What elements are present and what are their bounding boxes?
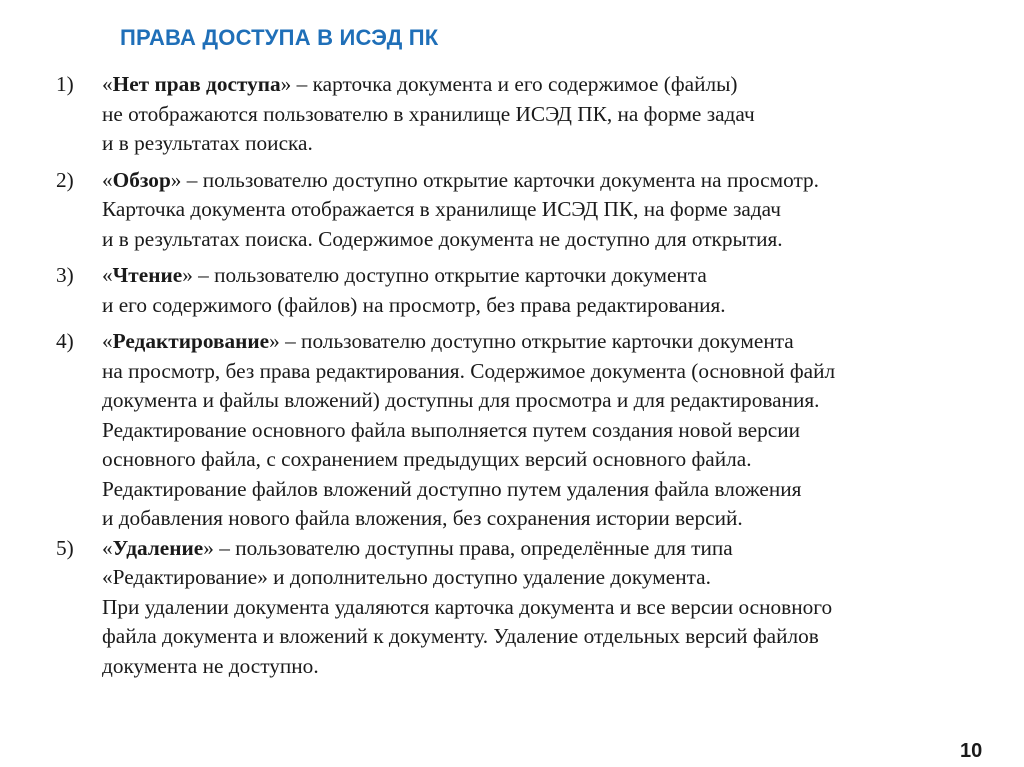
list-item-edit: [56, 327, 1006, 534]
item-line: Редактирование основного файла выполняется путем создания новой версии: [102, 417, 800, 442]
close-quote: »: [170, 167, 182, 192]
slide-title: ПРАВА ДОСТУПА В ИСЭД ПК: [120, 25, 439, 50]
page-number: 10: [960, 740, 983, 762]
item-line: Карточка документа отображается в хранилище ИСЭД ПК, на форме задач: [102, 197, 781, 221]
open-quote: «: [102, 72, 113, 96]
list-item-read: [56, 261, 1006, 320]
item-first-line: [102, 327, 1006, 357]
open-quote: «: [102, 263, 113, 287]
item-first-line: [102, 70, 1006, 100]
item-line: и его содержимого (файлов) на просмотр, без права редактирования.: [102, 292, 726, 317]
item-number: 2): [56, 167, 74, 192]
access-rights-list: [56, 70, 1006, 688]
item-body: [102, 70, 1006, 159]
open-quote: «: [102, 167, 113, 192]
item-number: 3): [56, 263, 74, 287]
close-quote: »: [203, 535, 214, 560]
item-number: 4): [56, 329, 74, 353]
item-number: 1): [56, 72, 74, 96]
close-quote: »: [269, 329, 280, 353]
item-first-line-rest: – пользователю доступно открытие карточки документа: [192, 263, 707, 287]
item-number: 5): [56, 535, 74, 560]
item-body: [102, 534, 1006, 682]
item-first-line-rest: – пользователю доступны права, определённые для типа: [213, 535, 733, 560]
close-quote: »: [182, 263, 193, 287]
item-line: и добавления нового файла вложения, без сохранения истории версий.: [102, 506, 743, 530]
item-first-line: [102, 166, 1006, 196]
item-line: файла документа и вложений к документу. Удаление отдельных версий файлов: [102, 624, 819, 648]
item-first-line-rest: – пользователю доступно открытие карточки документа: [279, 329, 794, 353]
item-term: Удаление: [112, 535, 204, 560]
item-term: Чтение: [112, 263, 183, 287]
item-line: и в результатах поиска. Содержимое документа не доступно для открытия.: [102, 226, 783, 251]
item-term: Обзор: [112, 167, 171, 192]
item-line: и в результатах поиска.: [102, 131, 313, 155]
item-body: [102, 327, 1006, 534]
list-item-delete: [56, 534, 1006, 682]
list-item-no-access: [56, 70, 1006, 159]
item-line: Редактирование файлов вложений доступно путем удаления файла вложения: [102, 476, 802, 501]
item-first-line: [102, 261, 1006, 291]
item-line: документа и файлы вложений) доступны для просмотра и для редактирования.: [102, 388, 820, 412]
close-quote: »: [280, 72, 292, 96]
item-line: документа не доступно.: [102, 653, 319, 678]
item-body: [102, 261, 1006, 320]
item-line: При удалении документа удаляются карточка документа и все версии основного: [102, 594, 833, 619]
list-item-overview: [56, 166, 1006, 255]
item-term: Нет прав доступа: [112, 72, 281, 96]
open-quote: «: [102, 535, 113, 560]
item-first-line-rest: – пользователю доступно открытие карточки документа на просмотр.: [181, 167, 820, 192]
item-term: Редактирование: [112, 329, 270, 353]
item-line: на просмотр, без права редактирования. Содержимое документа (основной файл: [102, 358, 836, 383]
open-quote: «: [102, 329, 113, 353]
item-first-line: [102, 534, 1006, 564]
item-line: «Редактирование» и дополнительно доступно удаление документа.: [102, 565, 711, 589]
item-line: не отображаются пользователю в хранилище ИСЭД ПК, на форме задач: [102, 101, 755, 126]
item-first-line-rest: – карточка документа и его содержимое (файлы): [291, 72, 738, 96]
item-body: [102, 166, 1006, 255]
item-line: основного файла, с сохранением предыдущих версий основного файла.: [102, 447, 752, 471]
